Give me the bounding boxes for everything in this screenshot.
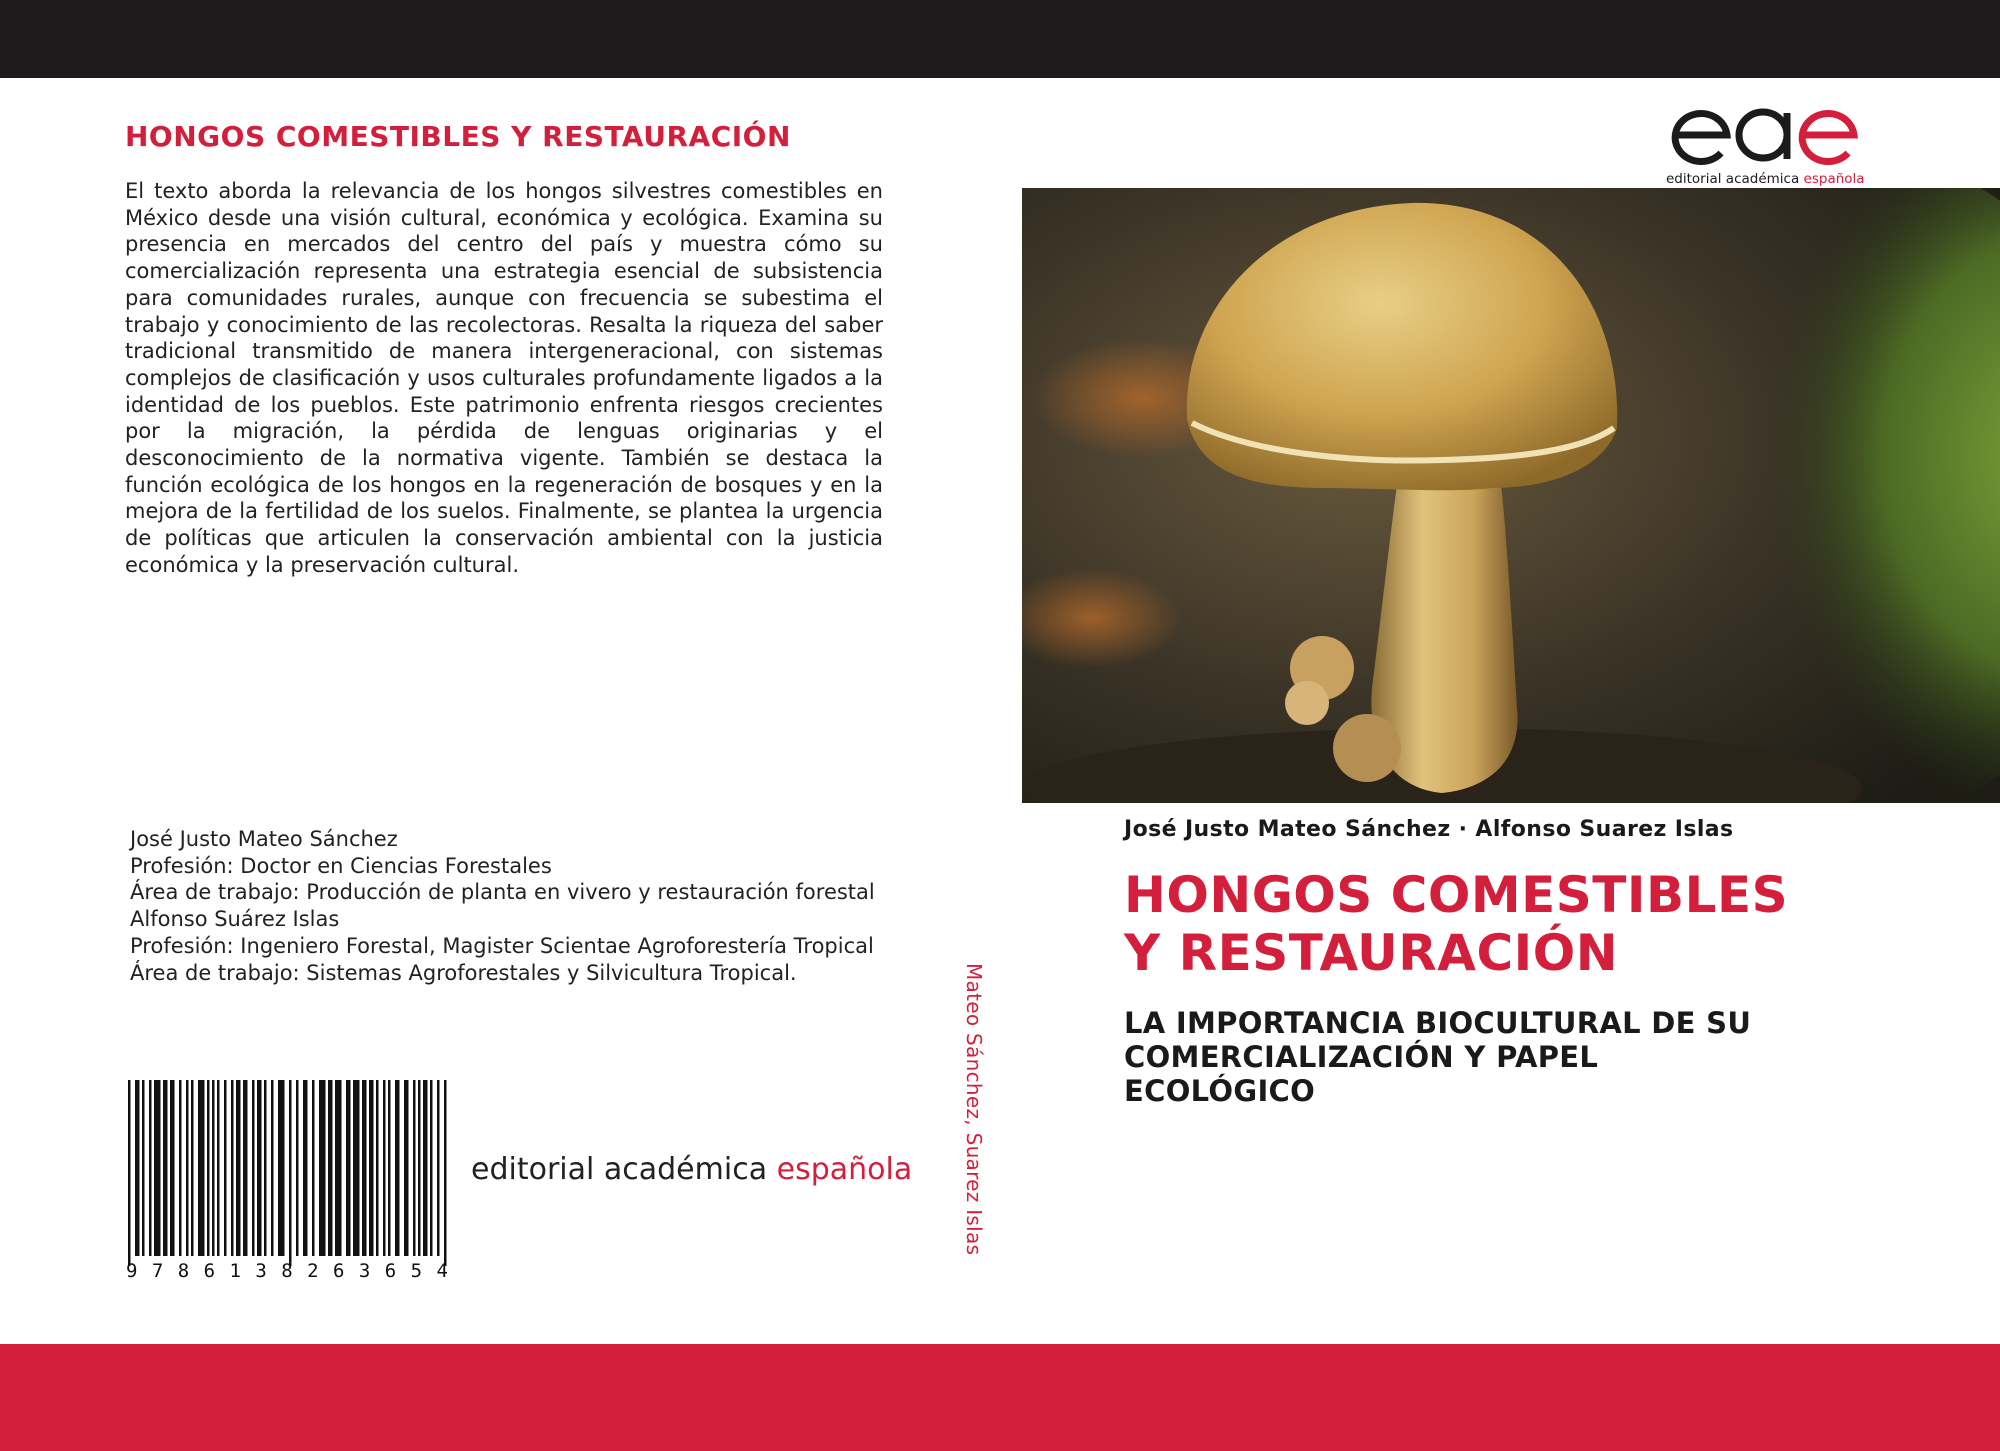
barcode-bar	[264, 1080, 267, 1256]
barcode-bar	[271, 1080, 274, 1256]
imprint-main: editorial académica	[471, 1152, 777, 1187]
barcode-bar	[296, 1080, 299, 1256]
barcode-bar	[278, 1080, 285, 1256]
barcode-bar	[231, 1080, 234, 1256]
barcode-bar	[198, 1080, 205, 1256]
barcode-bar	[395, 1080, 400, 1256]
barcode-bar	[430, 1080, 433, 1256]
bottom-band	[0, 1344, 2000, 1451]
barcode-bar	[383, 1080, 386, 1256]
barcode-bar	[376, 1080, 379, 1256]
spine-text: Mateo Sánchez, Suarez Islas	[962, 963, 986, 1256]
publisher-logo	[1665, 95, 1885, 190]
logo-caption-accent: española	[1803, 171, 1865, 187]
barcode-bar	[335, 1080, 342, 1256]
author-info-line: Área de trabajo: Producción de planta en vivero y restauración forestal	[130, 880, 875, 905]
author-info-line: Alfonso Suárez Islas	[130, 907, 340, 932]
back-cover-blurb: El texto aborda la relevancia de los hongos silvestres comestibles en México desde una visión cultural, económica y ecológica. Examina su presencia en mercados del centro del país y muestra cómo su comercialización representa una estrategia esencial de subsistencia para comunidades rurales, aunque con frecuencia se subestima el trabajo y conocimiento de las recolectoras. Resalta la riqueza del saber tradicional transmitido de manera intergeneracional, con sistemas complejos de clasificación y usos culturales profundamente ligados a la identidad de los pueblos. Este patrimonio enfrenta riesgos crecientes por la migración, la pérdida de lenguas originarias y el desconocimiento de la normativa vigente. También se destaca la función ecológica de los hongos en la regeneración de bosques y en la mejora de la fertilidad de los suelos. Finalmente, se plantea la urgencia de políticas que articulen la conservación ambiental con la justicia económica y la preservación cultural.	[125, 179, 883, 577]
barcode-bar	[224, 1080, 227, 1256]
barcode-bar	[149, 1080, 152, 1256]
barcode-bar	[362, 1080, 367, 1256]
barcode-bar	[328, 1080, 333, 1256]
barcode-bar	[423, 1080, 428, 1256]
barcode-bar	[369, 1080, 374, 1256]
subtitle-line: LA IMPORTANCIA BIOCULTURAL DE SU	[1124, 1006, 1752, 1040]
author-info-line: Área de trabajo: Sistemas Agroforestales y Silvicultura Tropical.	[130, 960, 797, 985]
small-mushroom	[1333, 714, 1401, 782]
barcode-digits: 9786138263654	[126, 1260, 448, 1280]
logo-caption-main: editorial académica	[1666, 171, 1804, 187]
author-info-line: Profesión: Doctor en Ciencias Forestales	[130, 853, 552, 878]
cover-photo-mushroom	[1022, 188, 2000, 803]
barcode-bar	[413, 1080, 416, 1256]
barcode-bar	[252, 1080, 255, 1256]
barcode-bar	[404, 1080, 409, 1256]
front-title-line: HONGOS COMESTIBLES	[1124, 866, 1789, 924]
subtitle-line: ECOLÓGICO	[1124, 1074, 1316, 1108]
barcode-bar	[142, 1080, 145, 1256]
imprint-accent: española	[776, 1152, 913, 1187]
barcode-bar	[217, 1080, 220, 1256]
barcode-bar	[243, 1080, 248, 1256]
front-cover-authors: José Justo Mateo Sánchez · Alfonso Suarez Islas	[1124, 817, 1734, 842]
barcode-bar	[163, 1080, 168, 1256]
barcode-bar	[289, 1080, 292, 1266]
barcode-bar	[186, 1080, 189, 1256]
author-info	[130, 826, 890, 986]
barcode-bar	[179, 1080, 182, 1256]
top-band	[0, 0, 2000, 78]
barcode-bar	[319, 1080, 326, 1256]
subtitle-line: COMERCIALIZACIÓN Y PAPEL	[1124, 1040, 1599, 1074]
barcode-bar	[257, 1080, 262, 1256]
barcode-bar	[154, 1080, 161, 1256]
barcode-bar	[418, 1080, 421, 1256]
svg-text:editorial académica española	[1666, 171, 1865, 187]
barcode-bar	[303, 1080, 308, 1256]
barcode-bar	[236, 1080, 241, 1256]
barcode-bar	[212, 1080, 215, 1256]
front-title-line: Y RESTAURACIÓN	[1124, 924, 1619, 982]
barcode-bar	[135, 1080, 140, 1256]
isbn-barcode	[126, 1080, 456, 1280]
front-cover-title	[1124, 866, 1964, 982]
barcode-bar	[128, 1080, 131, 1266]
barcode-bars	[128, 1080, 447, 1266]
back-cover-title: HONGOS COMESTIBLES Y RESTAURACIÓN	[125, 120, 791, 153]
author-info-line: Profesión: Ingeniero Forestal, Magister Scientae Agroforestería Tropical	[130, 933, 874, 958]
barcode-bar	[346, 1080, 351, 1256]
barcode-bar	[388, 1080, 391, 1256]
barcode-bar	[191, 1080, 194, 1256]
small-mushroom	[1285, 681, 1329, 725]
barcode-bar	[353, 1080, 360, 1256]
barcode-bar	[437, 1080, 440, 1256]
barcode-bar	[170, 1080, 175, 1256]
barcode-bar	[444, 1080, 447, 1266]
author-info-line: José Justo Mateo Sánchez	[130, 827, 398, 851]
barcode-bar	[207, 1080, 210, 1256]
front-cover-subtitle	[1124, 1006, 1924, 1108]
logo-mark	[1675, 112, 1854, 162]
barcode-bar	[312, 1080, 315, 1256]
back-imprint	[471, 1152, 912, 1187]
